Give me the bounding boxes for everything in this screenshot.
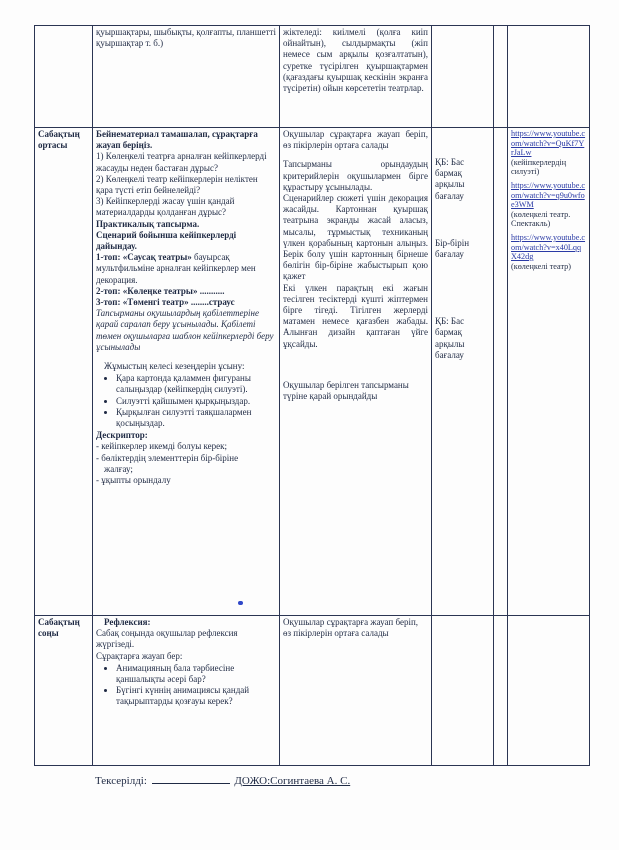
signer-name: ДОЖО:Согинтаева А. С. xyxy=(234,775,351,787)
descriptor-item: жалғау; xyxy=(104,463,133,474)
list-item: • Қара картонда қаламмен фигураны салыңыздар (кейіпкердің силуэті). xyxy=(116,373,276,395)
middle-student-cell xyxy=(280,128,432,616)
stage-label-middle: Сабақтың ортасы xyxy=(35,128,93,616)
student-activity: Оқушылар берілген тапсырманы түріне қарай орындайды xyxy=(283,379,409,402)
middle-assessment-cell xyxy=(432,128,494,616)
question-item: 3) Кейіпкерлерді жасау үшін қандай материалдарды қолданған дұрыс? xyxy=(96,196,235,218)
resource-note: (көлеңкелі театр. Спектакль) xyxy=(511,209,571,229)
assessment-item: Бір-бірін бағалау xyxy=(435,237,470,260)
ink-mark xyxy=(238,601,243,605)
descriptor-item: - кейіпкерлер икемді болуы керек; xyxy=(96,441,228,452)
student-activity: Оқушылар сұрақтарға жауап беріп, өз пікірлерін ортаға салады xyxy=(283,129,428,151)
content-cell: қуыршақтары, шыбықты, қолғапты, планшетті қуыршақтар т. б.) xyxy=(93,26,280,128)
descriptor-title: Дескриптор: xyxy=(96,430,148,441)
descriptor-item: - бөліктердің элементтерін бір-біріне xyxy=(96,452,239,463)
assessment-item: ҚБ: Бас бармақ арқылы бағалау xyxy=(435,157,465,201)
table-row-middle xyxy=(35,128,590,616)
differentiation-note: Тапсырманы оқушылардың қабілеттеріне қарай саралап беру ұсынылады. Қабілеті төмен оқушыларға шаблон кейіпкерлерді беру ұсынылады xyxy=(96,308,274,352)
footer-signature xyxy=(95,775,350,787)
student-activity: Сценарийлер сюжеті үшін декорация жасайды. Картоннан қуыршақ театрына экранды жасай аласыз, мысалы, тұрмыстық техниканың үлкен қорабының картонын алыңыз. Берік болу үшін картонның бірнеше бөлігін бір-біріне жабыстырып қою қажет xyxy=(283,193,428,282)
list-item: • Анимацияның бала тәрбиесіне қаншалықты әсері бар? xyxy=(116,663,276,685)
practical-task-title: Практикалық тапсырма. xyxy=(96,218,200,229)
video-link-1[interactable]: https://www.youtube.com/watch?v=QuKf7YrJaLw xyxy=(511,129,586,158)
video-link-3[interactable]: https://www.youtube.com/watch?v=x40LqqX42dg xyxy=(511,232,586,262)
assessment-item: ҚБ: Бас бармақ арқылы бағалау xyxy=(435,316,465,360)
reflection-title: Рефлексия: xyxy=(104,617,151,627)
middle-activities-cell xyxy=(93,128,280,616)
list-item: • Бүгінгі күннің анимациясы қандай тақырыптарды қозғауы керек? xyxy=(116,685,276,707)
group-1 xyxy=(96,252,276,286)
end-student-cell: Оқушылар сұрақтарға жауап беріп, өз пікірлерін ортаға салады xyxy=(280,616,432,766)
reflection-text: Сұрақтарға жауап бер: xyxy=(96,650,183,661)
scenario-title: Сценарий бойынша кейіпкерлерді дайындау. xyxy=(96,229,237,252)
assessment-cell-empty xyxy=(432,26,494,128)
stage-label-end: Сабақтың соңы xyxy=(35,616,93,766)
lesson-plan-table xyxy=(34,25,590,766)
group-3: 3-топ: «Төменгі театр» ........страус xyxy=(96,297,235,308)
empty-cell xyxy=(494,128,508,616)
end-activities-cell xyxy=(93,616,280,766)
resources-cell-empty xyxy=(508,26,590,128)
resource-note: (кейіпкерлердің силуэті) xyxy=(511,157,567,177)
list-item: • Силуэтті қайшымен қырқыңыздар. xyxy=(116,396,276,407)
assessment-cell-empty xyxy=(432,616,494,766)
group-2: 2-топ: «Көлеңке театры» ........... xyxy=(96,285,225,296)
question-item: 1) Көлеңкелі театрға арналған кейіпкерлерді жасауды неден бастаған дұрыс? xyxy=(96,151,267,173)
resources-cell-empty xyxy=(508,616,590,766)
group-1-text: бауырсақ мультфильміне арналған кейіпкерлер мен декорация. xyxy=(96,252,256,285)
list-item: • Қырқылған силуэтті таяқшалармен қосыңыздар. xyxy=(116,407,276,429)
table-row-continuation xyxy=(35,26,590,128)
reflection-list xyxy=(104,663,276,708)
group-1-label: 1-топ: «Саусақ театры» xyxy=(96,252,192,263)
student-activity: Екі үлкен парақтың екі жағын тесілген тесіктерді күшті жіптермен бірге тігеді. Тігілген жерлерді матамен немесе қағазбен жабады. Алынған дизайн қаптаған үйге ұқсайды. xyxy=(283,282,428,349)
student-activity: Тапсырманы орындаудың критерийлерін оқушылармен бірге құрастыру ұсынылады. xyxy=(283,159,428,192)
empty-cell xyxy=(494,616,508,766)
stage-cell-empty xyxy=(35,26,93,128)
empty-cell xyxy=(494,26,508,128)
descriptor-item: - ұқыпты орындалу xyxy=(96,475,171,486)
video-task-heading: Бейнематериал тамашалап, сұрақтарға жауап беріңіз. xyxy=(96,129,258,151)
table-row-end xyxy=(35,616,590,766)
content-cell: жіктеледі: киілмелі (қолға киіп ойнайтын), сылдырмақты (жіп немесе сым арқылы қозғалтатын), суретке түсірілген қуыршақтармен (қағаздағы қуыршақ кескінін экранға түсіретін) ойын көрсететін театрлар. xyxy=(280,26,432,128)
stages-list xyxy=(104,373,276,429)
question-item: 2) Көлеңкелі театр кейіпкерлерін неліктен қара түсті етіп бейнелейді? xyxy=(96,173,258,196)
checked-label: Тексерілді: xyxy=(95,775,147,787)
resources-cell xyxy=(508,128,590,616)
reflection-text: Сабақ соңында оқушылар рефлексия жүргізеді. xyxy=(96,628,238,650)
resource-note: (көлеңкелі театр) xyxy=(511,261,571,271)
signature-line xyxy=(152,783,230,784)
stages-intro: Жұмыстың келесі кезеңдерін ұсыну: xyxy=(104,361,245,372)
video-link-2[interactable]: https://www.youtube.com/watch?v=q9u0wfoe3WM xyxy=(511,180,586,210)
